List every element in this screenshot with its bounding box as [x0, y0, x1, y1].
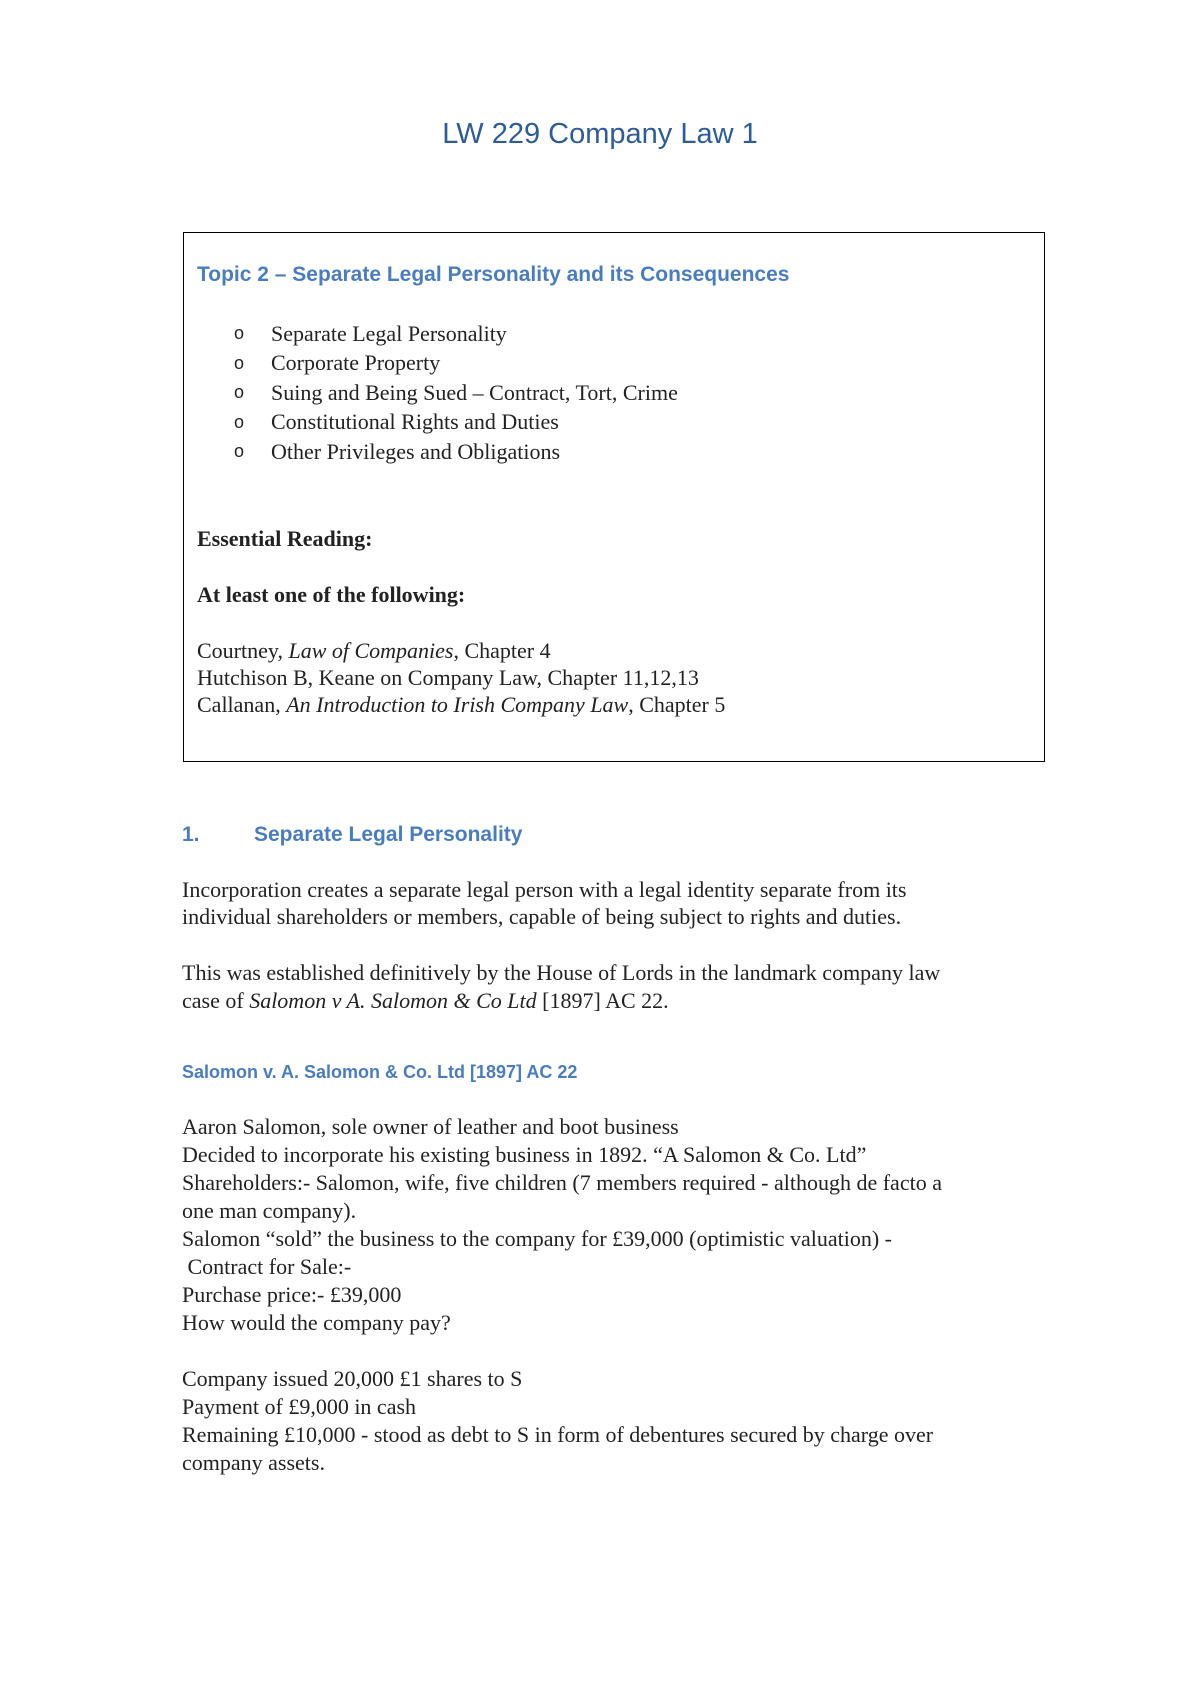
case-line: Remaining £10,000 - stood as debt to S in form of debentures secured by charge over [182, 1422, 934, 1447]
reading-chapter: , Chapter 4 [453, 638, 551, 663]
paragraph-line [182, 988, 669, 1014]
bullet-circle-icon: o [234, 323, 245, 344]
bullet-circle-icon: o [234, 352, 245, 373]
case-line: Shareholders:- Salomon, wife, five children (7 members required - although de facto a [182, 1170, 942, 1195]
reading-item [197, 692, 725, 718]
bullet-item [234, 319, 678, 349]
case-line: Purchase price:- £39,000 [182, 1282, 402, 1307]
topic-box [183, 232, 1045, 762]
case-citation: Salomon v A. Salomon & Co Ltd [249, 988, 537, 1013]
case-line: Decided to incorporate his existing business in 1892. “A Salomon & Co. Ltd” [182, 1142, 867, 1167]
paragraph-line: individual shareholders or members, capable of being subject to rights and duties. [182, 904, 902, 929]
bullet-circle-icon: o [234, 382, 245, 403]
document-title: LW 229 Company Law 1 [442, 118, 758, 150]
reading-chapter: , Chapter 5 [628, 692, 726, 717]
reading-item [197, 638, 551, 664]
bullet-text: Suing and Being Sued – Contract, Tort, Crime [271, 379, 678, 405]
case-line: Aaron Salomon, sole owner of leather and boot business [182, 1114, 679, 1139]
at-least-label: At least one of the following: [197, 582, 466, 607]
bullet-text: Other Privileges and Obligations [271, 438, 561, 464]
bullet-text: Separate Legal Personality [271, 320, 507, 346]
reading-book-title: An Introduction to Irish Company Law [286, 692, 629, 717]
reading-book-title: Law of Companies [288, 638, 454, 663]
text-run: case of [182, 988, 250, 1013]
topic-heading: Topic 2 – Separate Legal Personality and its Consequences [197, 263, 790, 286]
case-line: Contract for Sale:- [182, 1254, 352, 1279]
paragraph-line: Incorporation creates a separate legal person with a legal identity separate from its [182, 877, 907, 902]
case-line: Payment of £9,000 in cash [182, 1394, 417, 1419]
reading-author: Courtney, [197, 638, 289, 663]
bullet-item [234, 378, 678, 408]
topic-bullet-list [234, 319, 678, 467]
essential-reading-label: Essential Reading: [197, 526, 373, 551]
case-line: company assets. [182, 1450, 325, 1475]
case-heading: Salomon v. A. Salomon & Co. Ltd [1897] AC 22 [182, 1062, 578, 1082]
section-number: 1. [182, 823, 200, 846]
case-line: Company issued 20,000 £1 shares to S [182, 1366, 523, 1391]
section-title: Separate Legal Personality [254, 823, 523, 846]
reading-item [197, 665, 699, 691]
bullet-item [234, 349, 678, 379]
bullet-item [234, 408, 678, 438]
bullet-circle-icon: o [234, 441, 245, 462]
bullet-text: Corporate Property [271, 350, 441, 376]
text-run: [1897] AC 22. [536, 988, 669, 1013]
bullet-item [234, 437, 678, 467]
paragraph-line: This was established definitively by the House of Lords in the landmark company law [182, 960, 941, 985]
case-line: How would the company pay? [182, 1310, 451, 1335]
case-line: one man company). [182, 1198, 357, 1223]
bullet-text: Constitutional Rights and Duties [271, 409, 559, 435]
bullet-circle-icon: o [234, 411, 245, 432]
reading-author: Callanan, [197, 692, 287, 717]
reading-author: Hutchison B, Keane on Company Law, Chapter 11,12,13 [197, 665, 699, 690]
case-line: Salomon “sold” the business to the company for £39,000 (optimistic valuation) - [182, 1226, 892, 1251]
